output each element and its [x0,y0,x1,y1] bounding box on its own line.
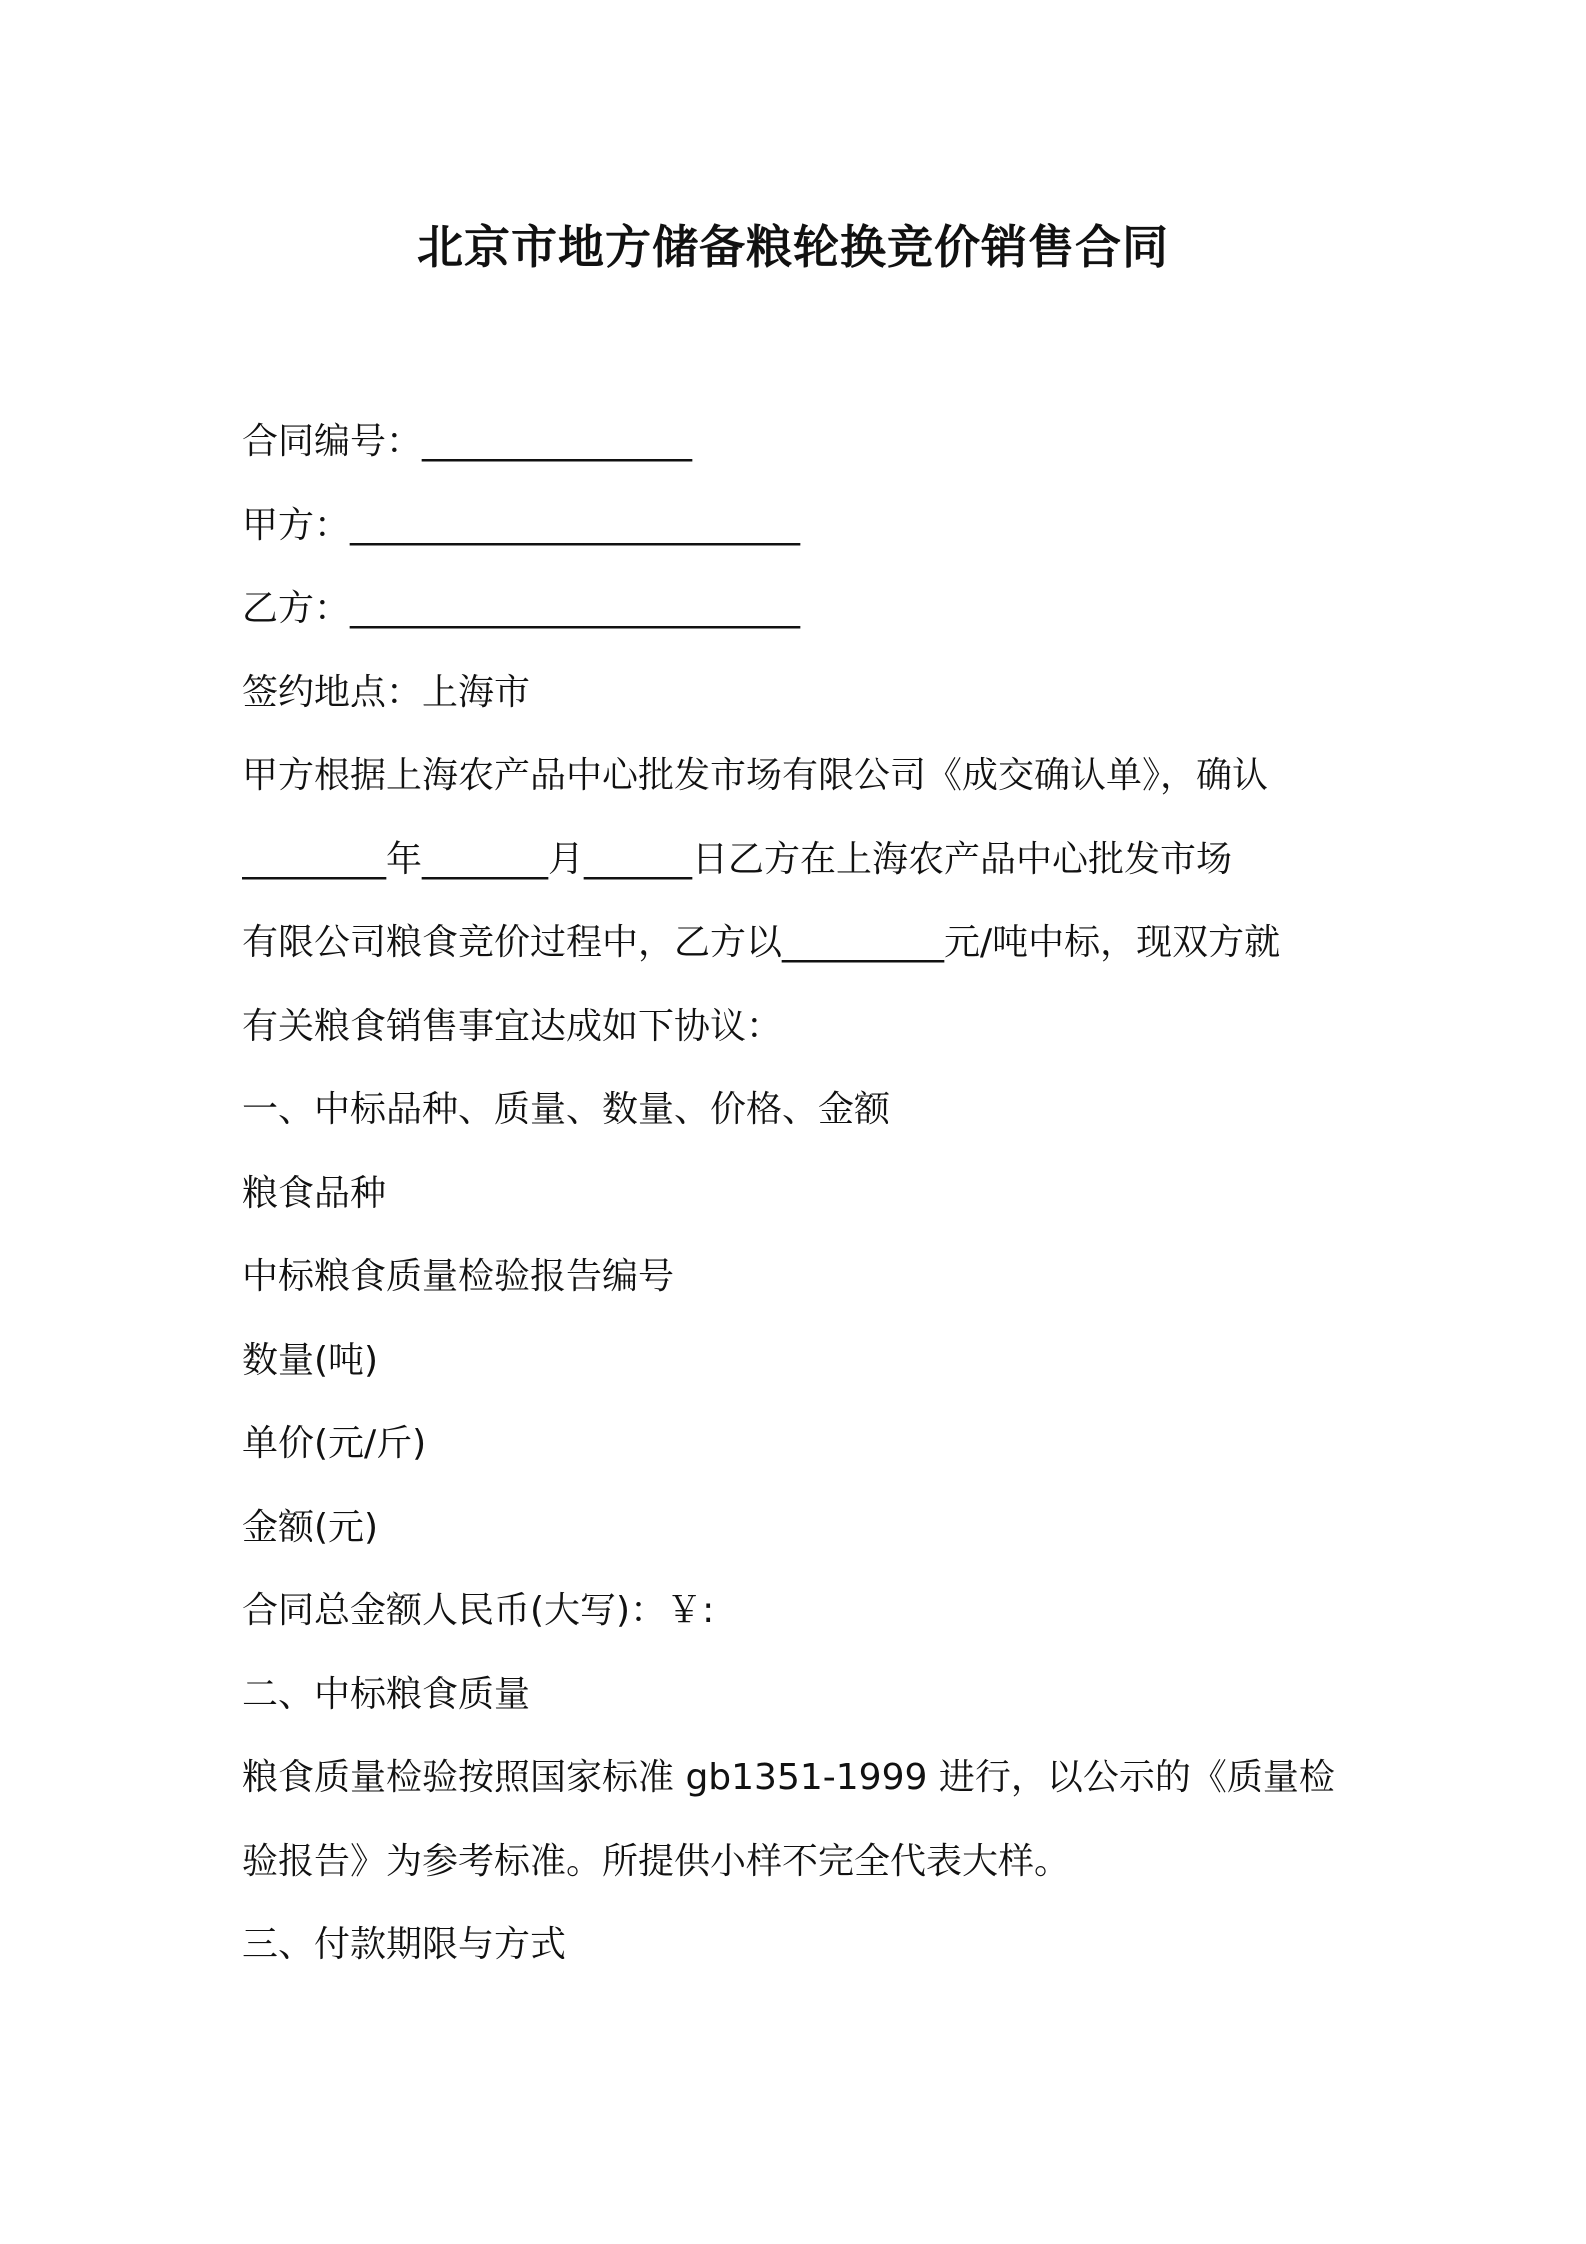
intro-paragraph-line-3: 有限公司粮食竞价过程中，乙方以_________元/吨中标，现双方就 [242,922,1281,963]
intro-paragraph-line-1: 甲方根据上海农产品中心批发市场有限公司《成交确认单》，确认 [242,755,1269,796]
party-b-line: 乙方：_________________________ [242,588,801,629]
contract-number-line: 合同编号：_______________ [242,421,693,462]
section-3-heading: 三、付款期限与方式 [242,1924,567,1965]
intro-paragraph-line-2: ________年_______月______日乙方在上海农产品中心批发市场 [242,838,1233,880]
quality-paragraph-line-2: 验报告》为参考标准。所提供小样不完全代表大样。 [242,1840,1071,1882]
amount-item: 金额(元) [242,1506,379,1548]
document-title: 北京市地方储备粮轮换竞价销售合同 [417,220,1169,274]
quality-paragraph-line-1: 粮食质量检验按照国家标准 gb1351-1999 进行，以公示的《质量检 [242,1757,1335,1798]
section-1-heading: 一、中标品种、质量、数量、价格、金额 [242,1089,891,1130]
total-amount-line: 合同总金额人民币(大写)：￥: [242,1590,715,1631]
grain-variety-item: 粮食品种 [242,1172,387,1214]
signing-place-line: 签约地点：上海市 [242,671,531,713]
document-body [242,400,1362,1987]
quality-report-number-item: 中标粮食质量检验报告编号 [242,1256,675,1297]
party-a-line: 甲方：_________________________ [242,504,801,546]
intro-paragraph-line-4: 有关粮食销售事宜达成如下协议： [242,1005,783,1047]
unit-price-item: 单价(元/斤) [242,1423,427,1464]
quantity-item: 数量(吨) [242,1339,379,1381]
section-2-heading: 二、中标粮食质量 [242,1673,531,1715]
